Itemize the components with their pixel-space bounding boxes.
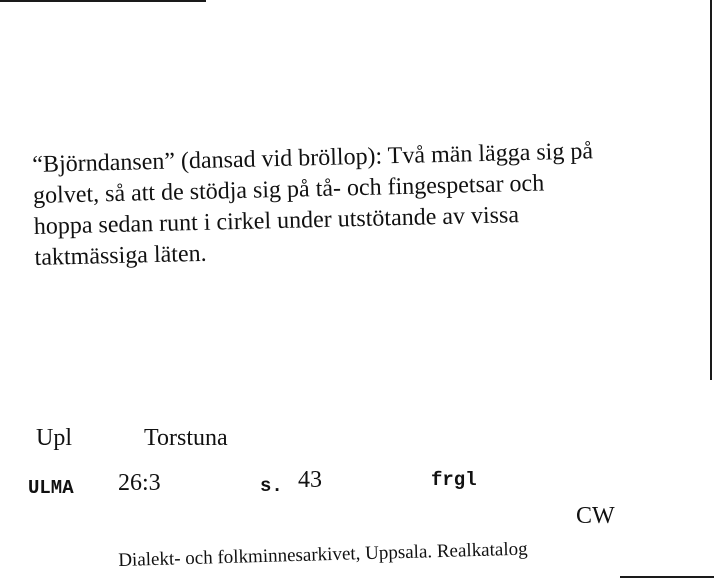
archive-code: ULMA	[28, 477, 74, 499]
archive-footer: Dialekt- och folkminnesarkivet, Uppsala. Realkatalog	[118, 538, 528, 571]
page-number: 43	[298, 467, 322, 493]
category-code: frgl	[431, 469, 477, 491]
card-edge-right	[710, 0, 712, 380]
description-line: hoppa sedan runt i cirkel under utstötande av vissa	[33, 202, 520, 240]
description-line: “Björndansen” (dansad vid bröllop): Två män lägga sig på	[32, 138, 594, 178]
page-prefix: s.	[260, 475, 283, 497]
description-line: taktmässiga läten.	[34, 240, 207, 271]
initials: CW	[576, 503, 615, 529]
card-description	[32, 134, 695, 274]
description-line: golvet, så att de stödja sig på tå- och fingespetsar och	[32, 170, 545, 209]
card-edge-top	[0, 0, 206, 2]
province-label: Upl	[36, 425, 72, 451]
archive-number: 26:3	[118, 470, 161, 496]
card-edge-bottom	[620, 576, 714, 578]
parish-label: Torstuna	[144, 425, 228, 451]
